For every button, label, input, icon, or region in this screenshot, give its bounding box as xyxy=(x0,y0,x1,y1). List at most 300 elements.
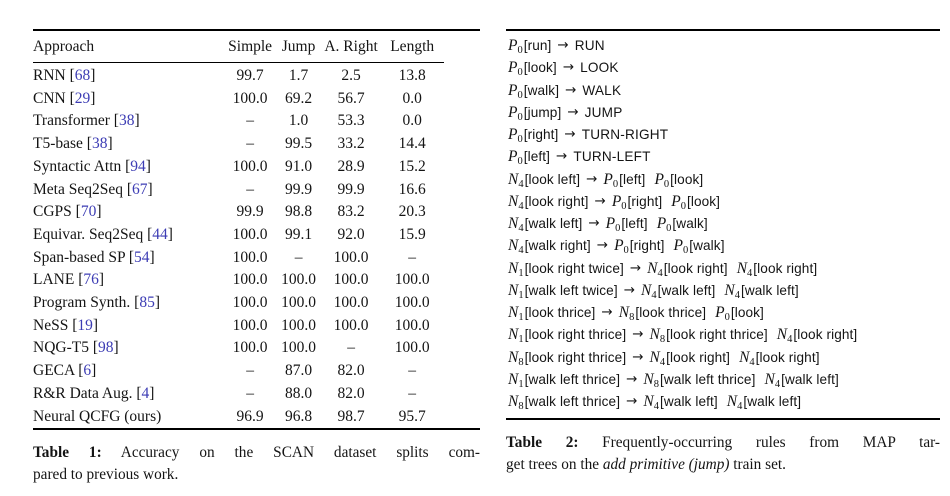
nonterminal xyxy=(671,194,720,210)
symbol-subscript: 0 xyxy=(517,134,523,145)
bracket-argument: [run] xyxy=(523,38,552,53)
bracket-argument: [right] xyxy=(627,193,663,209)
bracket-argument: [walk right] xyxy=(524,238,591,254)
value-cell: 1.7 xyxy=(288,67,309,84)
approach-cell: CNN [29] xyxy=(33,89,96,107)
symbol-subscript: 0 xyxy=(517,45,523,56)
grammar-rule xyxy=(508,302,940,324)
nonterminal xyxy=(650,350,731,366)
bracket-argument: [look right] xyxy=(524,193,589,209)
value-cell: 92.0 xyxy=(337,225,365,243)
symbol-letter: P xyxy=(715,304,725,321)
nonterminal xyxy=(737,261,818,277)
symbol-letter: P xyxy=(605,215,616,232)
citation-link[interactable]: 98 xyxy=(98,339,114,357)
symbol-letter: N xyxy=(508,237,519,255)
nonterminal xyxy=(727,394,801,410)
nonterminal xyxy=(739,350,820,366)
grammar-rule xyxy=(508,324,940,346)
col-header-jump: Jump xyxy=(281,37,316,55)
approach-cell: Program Synth. [85] xyxy=(33,294,161,312)
symbol-letter: P xyxy=(614,237,624,255)
symbol-subscript: 4 xyxy=(518,178,524,190)
grammar-rule xyxy=(508,146,940,168)
symbol-subscript: 4 xyxy=(734,289,740,301)
bracket-argument: [jump] xyxy=(523,104,562,120)
citation-link[interactable]: 76 xyxy=(83,271,99,289)
arrow-icon: → xyxy=(596,237,609,254)
table-row xyxy=(33,63,444,88)
symbol-letter: P xyxy=(654,170,664,188)
bracket-argument: [walk left twice] xyxy=(524,282,618,298)
grammar-rule xyxy=(508,169,940,191)
bracket-argument: [left] xyxy=(619,171,646,187)
arrow-icon: → xyxy=(601,304,613,320)
nonterminal xyxy=(614,237,665,257)
citation-link[interactable]: 54 xyxy=(134,248,150,266)
terminal-token: TURN-LEFT xyxy=(573,149,651,165)
citation-link[interactable]: 38 xyxy=(91,135,108,153)
citation-link[interactable]: 19 xyxy=(77,316,93,334)
nonterminal xyxy=(508,83,559,99)
value-cell: – xyxy=(246,362,254,380)
value-cell: 88.0 xyxy=(285,384,313,402)
grammar-rule xyxy=(508,369,940,391)
approach-cell: Span-based SP [54] xyxy=(33,248,155,266)
symbol-subscript: 1 xyxy=(518,289,524,301)
nonterminal xyxy=(603,172,645,188)
approach-cell: CGPS [70] xyxy=(33,203,102,221)
table-row xyxy=(33,133,444,156)
value-cell: 100.0 xyxy=(394,294,430,312)
symbol-letter: P xyxy=(656,215,667,232)
bracket-argument: [look] xyxy=(730,305,764,320)
value-cell: 28.9 xyxy=(337,157,365,175)
grammar-rule xyxy=(508,124,940,146)
table1-header-row xyxy=(33,31,444,62)
symbol-subscript: 8 xyxy=(518,356,524,368)
value-cell: 100.0 xyxy=(232,157,268,175)
value-cell: 100.0 xyxy=(232,248,268,266)
value-cell: 100.0 xyxy=(394,316,430,334)
bracket-argument: [look right] xyxy=(666,349,731,365)
approach-cell: NQG-T5 [98] xyxy=(33,339,119,357)
table2-caption-text1: Frequently-occurring rules from MAP tar- xyxy=(578,434,940,452)
nonterminal xyxy=(508,326,627,346)
symbol-subscript: 4 xyxy=(518,223,524,234)
symbol-subscript: 1 xyxy=(518,378,524,390)
symbol-subscript: 0 xyxy=(724,312,730,323)
symbol-subscript: 8 xyxy=(653,378,659,390)
symbol-subscript: 0 xyxy=(663,178,670,190)
symbol-subscript: 4 xyxy=(787,334,793,346)
symbol-letter: N xyxy=(643,393,654,410)
symbol-subscript: 4 xyxy=(518,200,524,212)
symbol-letter: P xyxy=(508,148,518,166)
symbol-letter: N xyxy=(726,393,738,410)
value-cell: 98.7 xyxy=(337,407,365,425)
nonterminal xyxy=(715,305,764,321)
value-cell: – xyxy=(294,248,303,266)
symbol-letter: P xyxy=(603,170,613,188)
bracket-argument: [look right thrice] xyxy=(524,327,627,343)
value-cell: 14.4 xyxy=(398,135,426,153)
symbol-letter: N xyxy=(508,393,519,410)
symbol-subscript: 0 xyxy=(517,67,523,79)
value-cell: – xyxy=(246,180,254,198)
bracket-argument: [walk left thrice] xyxy=(659,371,756,387)
bracket-argument: [look right] xyxy=(753,260,818,276)
grammar-rule xyxy=(508,213,940,235)
symbol-subscript: 1 xyxy=(518,267,524,279)
symbol-letter: N xyxy=(739,348,750,366)
terminal-token: TURN-RIGHT xyxy=(581,127,669,142)
grammar-rule xyxy=(508,347,940,369)
symbol-letter: N xyxy=(649,348,660,366)
table2-caption-line1 xyxy=(506,432,940,454)
approach-cell: RNN [68] xyxy=(33,67,96,84)
bracket-argument: [right] xyxy=(629,238,665,254)
value-cell: 69.2 xyxy=(285,89,313,107)
bracket-argument: [walk left] xyxy=(659,394,718,409)
value-cell: 100.0 xyxy=(281,339,316,357)
bracket-argument: [look left] xyxy=(524,171,581,187)
nonterminal xyxy=(724,283,798,299)
nonterminal xyxy=(764,372,838,388)
arrow-icon: → xyxy=(623,281,636,298)
nonterminal xyxy=(508,237,591,257)
grammar-rule xyxy=(508,191,940,213)
value-cell: 95.7 xyxy=(398,407,426,425)
table1-wrap xyxy=(33,31,480,428)
symbol-subscript: 8 xyxy=(518,401,524,412)
table-row xyxy=(33,201,444,224)
nonterminal xyxy=(508,59,557,79)
nonterminal xyxy=(508,127,558,143)
table1-bottom-rule xyxy=(33,428,480,430)
value-cell: 15.9 xyxy=(398,225,426,243)
symbol-subscript: 8 xyxy=(629,312,635,323)
nonterminal xyxy=(641,283,715,299)
symbol-letter: N xyxy=(508,192,519,210)
arrow-icon: → xyxy=(632,348,644,365)
table1-body xyxy=(33,63,444,428)
nonterminal xyxy=(508,105,561,121)
table2-caption-line2 xyxy=(506,454,940,476)
symbol-letter: P xyxy=(508,103,518,121)
citation-link[interactable]: 67 xyxy=(132,180,148,198)
approach-cell: Neural QCFG (ours) xyxy=(33,407,162,425)
approach-cell: Syntactic Attn [94] xyxy=(33,157,151,175)
nonterminal xyxy=(647,261,728,277)
table2-caption-italic: add primitive (jump) xyxy=(602,455,730,473)
citation-link[interactable]: 70 xyxy=(80,203,97,221)
symbol-letter: N xyxy=(508,281,519,299)
bracket-argument: [look thrice] xyxy=(524,305,596,320)
value-cell: 99.5 xyxy=(285,135,313,153)
symbol-subscript: 0 xyxy=(682,245,689,257)
value-cell: 100.0 xyxy=(232,339,268,357)
citation-link[interactable]: 6 xyxy=(83,362,92,380)
bracket-argument: [look] xyxy=(523,60,557,76)
table1-figure xyxy=(33,29,480,485)
citation-link[interactable]: 68 xyxy=(74,67,91,84)
symbol-letter: P xyxy=(671,192,681,210)
citation-link[interactable]: 94 xyxy=(130,157,146,175)
symbol-letter: P xyxy=(508,126,518,143)
symbol-subscript: 0 xyxy=(615,223,621,234)
value-cell: 99.7 xyxy=(236,67,264,84)
citation-link[interactable]: 38 xyxy=(118,112,135,130)
citation-link[interactable]: 4 xyxy=(141,384,150,402)
nonterminal xyxy=(612,194,662,210)
table1-header xyxy=(33,31,444,62)
table1-caption-text1: Accuracy on the SCAN dataset splits com- xyxy=(101,444,481,462)
symbol-subscript: 4 xyxy=(653,401,659,412)
value-cell: 91.0 xyxy=(285,157,313,175)
symbol-letter: N xyxy=(508,326,519,344)
approach-cell: Transformer [38] xyxy=(33,112,140,130)
bracket-argument: [walk] xyxy=(689,238,725,254)
value-cell: 99.9 xyxy=(236,203,264,221)
grammar-rule xyxy=(508,57,940,79)
symbol-subscript: 0 xyxy=(517,156,523,168)
citation-link[interactable]: 44 xyxy=(152,225,168,243)
arrow-icon: → xyxy=(632,326,644,343)
table1-caption-line1 xyxy=(33,442,480,464)
symbol-subscript: 4 xyxy=(657,267,663,279)
arrow-icon: → xyxy=(629,259,642,276)
value-cell: 100.0 xyxy=(394,339,430,357)
value-cell: 99.1 xyxy=(285,225,313,243)
value-cell: 100.0 xyxy=(281,294,316,312)
value-cell: 100.0 xyxy=(333,316,369,334)
symbol-subscript: 4 xyxy=(518,245,524,257)
table2-caption-text2b: train set. xyxy=(729,455,786,473)
symbol-subscript: 0 xyxy=(680,200,686,212)
table2-caption-label: Table 2: xyxy=(506,434,579,452)
table-row xyxy=(33,337,444,360)
arrow-icon: → xyxy=(586,170,598,187)
arrow-icon: → xyxy=(562,59,575,76)
citation-link[interactable]: 85 xyxy=(139,294,155,312)
bracket-argument: [look right thrice] xyxy=(524,349,627,365)
bracket-argument: [look] xyxy=(686,193,721,209)
value-cell: 99.9 xyxy=(285,180,313,198)
arrow-icon: → xyxy=(626,370,638,387)
bracket-argument: [look] xyxy=(670,171,704,187)
bracket-argument: [look right] xyxy=(755,349,820,365)
symbol-subscript: 0 xyxy=(666,223,672,234)
nonterminal xyxy=(508,216,582,232)
value-cell: 13.8 xyxy=(398,67,426,84)
value-cell: 100.0 xyxy=(333,248,369,266)
value-cell: 100.0 xyxy=(232,316,268,334)
symbol-subscript: 8 xyxy=(659,334,666,346)
symbol-letter: N xyxy=(649,326,660,344)
table2-bottom-rule xyxy=(506,418,940,420)
value-cell: 100.0 xyxy=(232,225,268,243)
symbol-letter: N xyxy=(508,215,519,232)
value-cell: 56.7 xyxy=(337,89,365,107)
nonterminal xyxy=(619,305,706,321)
symbol-letter: N xyxy=(508,348,519,366)
citation-link[interactable]: 29 xyxy=(74,89,91,107)
approach-cell: R&R Data Aug. [4] xyxy=(33,384,155,402)
value-cell: 87.0 xyxy=(285,362,313,380)
bracket-argument: [walk left] xyxy=(743,394,802,409)
value-cell: 53.3 xyxy=(337,112,365,130)
value-cell: – xyxy=(408,384,417,402)
symbol-letter: N xyxy=(641,281,652,299)
bracket-argument: [walk left] xyxy=(524,216,583,231)
terminal-token: LOOK xyxy=(580,60,619,76)
approach-cell: NeSS [19] xyxy=(33,316,99,334)
value-cell: 82.0 xyxy=(337,362,365,380)
nonterminal xyxy=(508,172,580,188)
value-cell: 16.6 xyxy=(398,180,426,198)
nonterminal xyxy=(508,148,551,168)
bracket-argument: [right] xyxy=(523,127,559,142)
symbol-letter: P xyxy=(611,192,622,210)
bracket-argument: [walk] xyxy=(672,216,708,231)
terminal-token: WALK xyxy=(582,82,622,98)
symbol-subscript: 4 xyxy=(737,401,743,412)
value-cell: 1.0 xyxy=(288,112,309,130)
arrow-icon: → xyxy=(594,192,606,209)
value-cell: – xyxy=(246,135,254,153)
table2-caption xyxy=(506,432,940,475)
nonterminal xyxy=(508,372,620,388)
table-row xyxy=(33,247,444,270)
value-cell: – xyxy=(347,339,355,357)
symbol-letter: P xyxy=(508,37,518,54)
value-cell: 82.0 xyxy=(337,384,365,402)
bracket-argument: [left] xyxy=(523,149,551,165)
grammar-rule xyxy=(508,258,940,280)
symbol-subscript: 0 xyxy=(517,89,523,101)
nonterminal xyxy=(508,38,551,54)
bracket-argument: [walk left thrice] xyxy=(524,371,621,387)
grammar-rule xyxy=(508,102,940,124)
nonterminal xyxy=(776,326,858,346)
symbol-subscript: 0 xyxy=(517,111,523,123)
symbol-letter: N xyxy=(776,326,788,344)
value-cell: – xyxy=(408,248,417,266)
bracket-argument: [left] xyxy=(621,216,648,231)
approach-cell: Equivar. Seq2Seq [44] xyxy=(33,225,173,243)
symbol-subscript: 1 xyxy=(518,312,524,323)
value-cell: 15.2 xyxy=(398,157,426,175)
value-cell: 100.0 xyxy=(333,294,369,312)
symbol-letter: N xyxy=(647,259,658,277)
approach-cell: Meta Seq2Seq [67] xyxy=(33,180,153,198)
table-row xyxy=(33,179,444,202)
value-cell: 20.3 xyxy=(398,203,426,221)
symbol-subscript: 1 xyxy=(518,334,524,346)
bracket-argument: [walk left thrice] xyxy=(524,394,621,409)
bracket-argument: [walk left] xyxy=(781,371,839,387)
value-cell: 33.2 xyxy=(337,135,365,153)
symbol-letter: N xyxy=(643,370,654,388)
col-header-a-right: A. Right xyxy=(324,37,378,55)
value-cell: 96.9 xyxy=(236,407,264,425)
value-cell: 99.9 xyxy=(337,180,365,198)
bracket-argument: [look right] xyxy=(663,260,728,276)
value-cell: 0.0 xyxy=(402,89,422,107)
symbol-letter: N xyxy=(618,304,630,321)
table-row xyxy=(33,360,444,383)
symbol-subscript: 4 xyxy=(774,378,781,390)
symbol-letter: P xyxy=(508,81,518,99)
value-cell: 2.5 xyxy=(341,67,361,84)
nonterminal xyxy=(508,194,589,210)
nonterminal xyxy=(657,216,708,232)
symbol-subscript: 0 xyxy=(612,178,619,190)
table-row xyxy=(33,269,444,292)
symbol-letter: P xyxy=(673,237,683,255)
value-cell: 100.0 xyxy=(232,89,268,107)
symbol-letter: N xyxy=(764,370,775,388)
arrow-icon: → xyxy=(626,393,638,409)
arrow-icon: → xyxy=(557,37,569,53)
bracket-argument: [walk] xyxy=(523,82,560,98)
bracket-argument: [look right] xyxy=(793,327,858,343)
bracket-argument: [look thrice] xyxy=(635,305,707,320)
arrow-icon: → xyxy=(564,126,576,142)
approach-cell: T5-base [38] xyxy=(33,135,113,153)
grammar-rule xyxy=(508,35,940,57)
symbol-letter: P xyxy=(508,59,518,77)
table-row xyxy=(33,156,444,179)
bracket-argument: [look right twice] xyxy=(524,260,624,276)
symbol-letter: N xyxy=(724,281,735,299)
nonterminal xyxy=(606,216,648,232)
value-cell: 98.8 xyxy=(285,203,313,221)
symbol-letter: N xyxy=(736,259,748,277)
value-cell: 100.0 xyxy=(333,271,369,289)
nonterminal xyxy=(649,326,768,346)
value-cell: 100.0 xyxy=(232,271,268,289)
table2-rules xyxy=(506,31,940,418)
table1-grid xyxy=(33,31,444,62)
bracket-argument: [walk left] xyxy=(657,282,716,298)
value-cell: 0.0 xyxy=(402,112,422,130)
col-header-simple: Simple xyxy=(228,37,273,55)
table1-caption-line2: pared to previous work. xyxy=(33,465,179,483)
grammar-rule xyxy=(508,235,940,257)
symbol-subscript: 4 xyxy=(651,289,657,301)
bracket-argument: [look right thrice] xyxy=(666,327,768,343)
table1-caption-label: Table 1: xyxy=(33,444,102,462)
value-cell: 100.0 xyxy=(281,271,316,289)
nonterminal xyxy=(508,261,624,277)
symbol-subscript: 0 xyxy=(621,200,627,212)
grammar-rule xyxy=(508,391,940,413)
symbol-subscript: 4 xyxy=(659,356,666,368)
symbol-letter: N xyxy=(508,370,519,388)
table1-caption xyxy=(33,442,480,485)
table-row xyxy=(33,383,444,406)
terminal-token: JUMP xyxy=(584,104,623,120)
arrow-icon: → xyxy=(567,103,579,120)
value-cell: 100.0 xyxy=(232,294,268,312)
terminal-token: RUN xyxy=(574,38,605,53)
value-cell: 83.2 xyxy=(337,203,365,221)
nonterminal xyxy=(643,394,717,410)
nonterminal xyxy=(508,350,626,366)
table2-figure xyxy=(506,29,940,475)
